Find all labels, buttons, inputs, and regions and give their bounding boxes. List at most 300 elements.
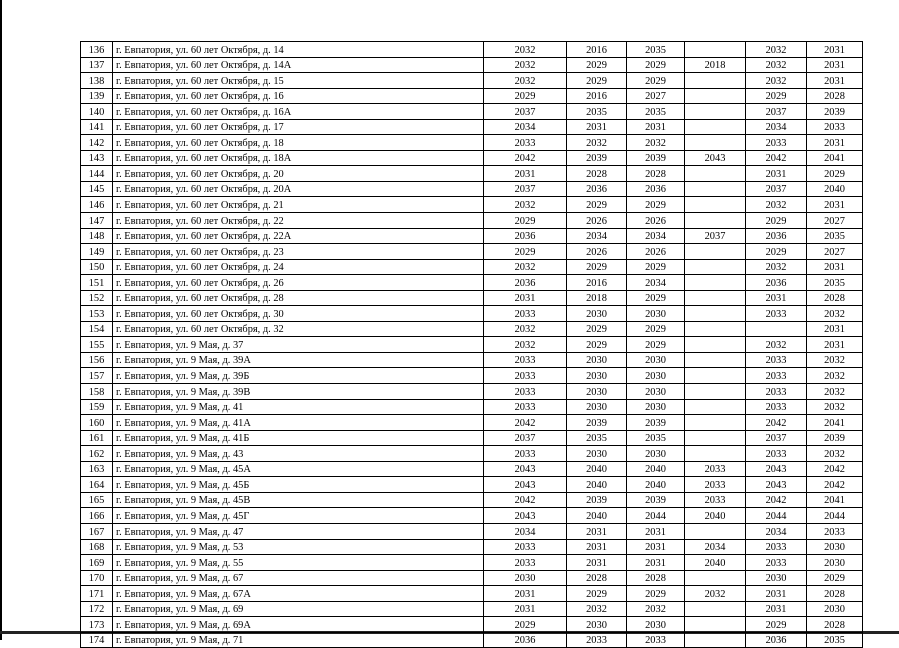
year-cell-5: 2031 <box>746 586 807 602</box>
row-number: 172 <box>81 601 113 617</box>
year-cell-4 <box>685 399 746 415</box>
year-cell-4: 2018 <box>685 57 746 73</box>
year-cell-2: 2029 <box>567 586 627 602</box>
address-cell: г. Евпатория, ул. 9 Мая, д. 39В <box>113 384 484 400</box>
year-cell-1: 2033 <box>484 446 567 462</box>
address-cell: г. Евпатория, ул. 60 лет Октября, д. 14 <box>113 42 484 58</box>
year-cell-2: 2029 <box>567 73 627 89</box>
year-cell-1: 2033 <box>484 539 567 555</box>
year-cell-2: 2030 <box>567 446 627 462</box>
year-cell-6: 2035 <box>807 632 863 648</box>
year-cell-6: 2042 <box>807 477 863 493</box>
table-row <box>81 166 863 182</box>
year-cell-3: 2044 <box>627 508 685 524</box>
year-cell-5: 2029 <box>746 244 807 260</box>
year-cell-5: 2036 <box>746 275 807 291</box>
row-number: 163 <box>81 461 113 477</box>
table-row <box>81 119 863 135</box>
address-cell: г. Евпатория, ул. 60 лет Октября, д. 17 <box>113 119 484 135</box>
year-cell-4 <box>685 275 746 291</box>
year-cell-4 <box>685 290 746 306</box>
address-cell: г. Евпатория, ул. 60 лет Октября, д. 22 <box>113 213 484 229</box>
year-cell-2: 2029 <box>567 57 627 73</box>
year-cell-1: 2031 <box>484 166 567 182</box>
row-number: 167 <box>81 523 113 539</box>
year-cell-1: 2029 <box>484 213 567 229</box>
year-cell-1: 2032 <box>484 57 567 73</box>
year-cell-2: 2030 <box>567 399 627 415</box>
address-cell: г. Евпатория, ул. 9 Мая, д. 67А <box>113 586 484 602</box>
year-cell-2: 2040 <box>567 461 627 477</box>
year-cell-4 <box>685 384 746 400</box>
table-row <box>81 399 863 415</box>
row-number: 169 <box>81 555 113 571</box>
year-cell-5: 2030 <box>746 570 807 586</box>
year-cell-3: 2030 <box>627 399 685 415</box>
year-cell-2: 2030 <box>567 617 627 633</box>
year-cell-2: 2035 <box>567 104 627 120</box>
year-cell-4 <box>685 135 746 151</box>
year-cell-4: 2032 <box>685 586 746 602</box>
year-cell-1: 2043 <box>484 508 567 524</box>
year-cell-2: 2029 <box>567 259 627 275</box>
year-cell-5: 2029 <box>746 88 807 104</box>
schedule-table <box>80 41 863 648</box>
year-cell-2: 2032 <box>567 601 627 617</box>
year-cell-1: 2036 <box>484 228 567 244</box>
year-cell-6: 2028 <box>807 290 863 306</box>
year-cell-4 <box>685 570 746 586</box>
year-cell-1: 2042 <box>484 492 567 508</box>
year-cell-5: 2037 <box>746 181 807 197</box>
table-row <box>81 617 863 633</box>
year-cell-1: 2034 <box>484 523 567 539</box>
row-number: 152 <box>81 290 113 306</box>
year-cell-6: 2031 <box>807 259 863 275</box>
year-cell-4 <box>685 42 746 58</box>
address-cell: г. Евпатория, ул. 9 Мая, д. 39А <box>113 352 484 368</box>
year-cell-4 <box>685 352 746 368</box>
year-cell-2: 2035 <box>567 430 627 446</box>
year-cell-3: 2031 <box>627 523 685 539</box>
year-cell-5: 2031 <box>746 166 807 182</box>
table-row <box>81 601 863 617</box>
year-cell-1: 2029 <box>484 617 567 633</box>
year-cell-2: 2039 <box>567 150 627 166</box>
row-number: 144 <box>81 166 113 182</box>
year-cell-5: 2034 <box>746 523 807 539</box>
year-cell-4 <box>685 368 746 384</box>
year-cell-5: 2032 <box>746 57 807 73</box>
year-cell-1: 2029 <box>484 244 567 260</box>
year-cell-2: 2029 <box>567 337 627 353</box>
year-cell-3: 2039 <box>627 492 685 508</box>
address-cell: г. Евпатория, ул. 60 лет Октября, д. 18А <box>113 150 484 166</box>
address-cell: г. Евпатория, ул. 9 Мая, д. 55 <box>113 555 484 571</box>
address-cell: г. Евпатория, ул. 60 лет Октября, д. 15 <box>113 73 484 89</box>
row-number: 146 <box>81 197 113 213</box>
address-cell: г. Евпатория, ул. 60 лет Октября, д. 20А <box>113 181 484 197</box>
year-cell-2: 2029 <box>567 197 627 213</box>
year-cell-4: 2040 <box>685 555 746 571</box>
address-cell: г. Евпатория, ул. 60 лет Октября, д. 24 <box>113 259 484 275</box>
year-cell-5: 2032 <box>746 42 807 58</box>
year-cell-2: 2039 <box>567 415 627 431</box>
year-cell-1: 2042 <box>484 150 567 166</box>
year-cell-4 <box>685 181 746 197</box>
row-number: 170 <box>81 570 113 586</box>
row-number: 161 <box>81 430 113 446</box>
year-cell-3: 2040 <box>627 477 685 493</box>
year-cell-1: 2032 <box>484 337 567 353</box>
year-cell-4 <box>685 337 746 353</box>
year-cell-2: 2034 <box>567 228 627 244</box>
year-cell-5: 2033 <box>746 306 807 322</box>
year-cell-4 <box>685 73 746 89</box>
year-cell-4 <box>685 321 746 337</box>
year-cell-4 <box>685 244 746 260</box>
row-number: 160 <box>81 415 113 431</box>
year-cell-5: 2033 <box>746 368 807 384</box>
year-cell-6: 2029 <box>807 570 863 586</box>
year-cell-5: 2031 <box>746 290 807 306</box>
address-cell: г. Евпатория, ул. 60 лет Октября, д. 30 <box>113 306 484 322</box>
year-cell-3: 2029 <box>627 337 685 353</box>
address-cell: г. Евпатория, ул. 60 лет Октября, д. 16А <box>113 104 484 120</box>
table-row <box>81 135 863 151</box>
address-cell: г. Евпатория, ул. 9 Мая, д. 37 <box>113 337 484 353</box>
year-cell-3: 2030 <box>627 368 685 384</box>
year-cell-3: 2028 <box>627 166 685 182</box>
year-cell-5: 2033 <box>746 539 807 555</box>
year-cell-5: 2036 <box>746 228 807 244</box>
year-cell-3: 2030 <box>627 617 685 633</box>
year-cell-2: 2016 <box>567 42 627 58</box>
year-cell-2: 2030 <box>567 306 627 322</box>
year-cell-2: 2028 <box>567 166 627 182</box>
address-cell: г. Евпатория, ул. 9 Мая, д. 69 <box>113 601 484 617</box>
year-cell-5: 2033 <box>746 555 807 571</box>
year-cell-2: 2031 <box>567 523 627 539</box>
year-cell-2: 2039 <box>567 492 627 508</box>
year-cell-6: 2031 <box>807 42 863 58</box>
year-cell-4 <box>685 119 746 135</box>
year-cell-6: 2032 <box>807 306 863 322</box>
table-row <box>81 306 863 322</box>
year-cell-3: 2029 <box>627 290 685 306</box>
year-cell-1: 2031 <box>484 290 567 306</box>
year-cell-5: 2037 <box>746 104 807 120</box>
year-cell-1: 2043 <box>484 477 567 493</box>
table-row <box>81 244 863 260</box>
table-row <box>81 337 863 353</box>
year-cell-6: 2039 <box>807 104 863 120</box>
address-cell: г. Евпатория, ул. 9 Мая, д. 39Б <box>113 368 484 384</box>
year-cell-5: 2034 <box>746 119 807 135</box>
year-cell-2: 2032 <box>567 135 627 151</box>
year-cell-6: 2031 <box>807 57 863 73</box>
year-cell-3: 2029 <box>627 73 685 89</box>
table-row <box>81 384 863 400</box>
year-cell-6: 2031 <box>807 73 863 89</box>
year-cell-6: 2044 <box>807 508 863 524</box>
year-cell-2: 2030 <box>567 368 627 384</box>
year-cell-5: 2043 <box>746 477 807 493</box>
row-number: 136 <box>81 42 113 58</box>
year-cell-1: 2033 <box>484 135 567 151</box>
address-cell: г. Евпатория, ул. 9 Мая, д. 41 <box>113 399 484 415</box>
year-cell-4 <box>685 617 746 633</box>
year-cell-1: 2032 <box>484 197 567 213</box>
year-cell-4: 2033 <box>685 477 746 493</box>
table-row <box>81 477 863 493</box>
year-cell-6: 2039 <box>807 430 863 446</box>
year-cell-4 <box>685 166 746 182</box>
year-cell-4 <box>685 430 746 446</box>
row-number: 139 <box>81 88 113 104</box>
row-number: 145 <box>81 181 113 197</box>
year-cell-2: 2026 <box>567 213 627 229</box>
address-cell: г. Евпатория, ул. 9 Мая, д. 71 <box>113 632 484 648</box>
year-cell-6: 2032 <box>807 368 863 384</box>
row-number: 153 <box>81 306 113 322</box>
year-cell-4 <box>685 415 746 431</box>
year-cell-6: 2031 <box>807 337 863 353</box>
year-cell-1: 2042 <box>484 415 567 431</box>
year-cell-3: 2036 <box>627 181 685 197</box>
year-cell-3: 2031 <box>627 539 685 555</box>
address-cell: г. Евпатория, ул. 60 лет Октября, д. 16 <box>113 88 484 104</box>
address-cell: г. Евпатория, ул. 9 Мая, д. 45В <box>113 492 484 508</box>
year-cell-3: 2029 <box>627 586 685 602</box>
year-cell-3: 2028 <box>627 570 685 586</box>
row-number: 174 <box>81 632 113 648</box>
year-cell-4: 2040 <box>685 508 746 524</box>
row-number: 164 <box>81 477 113 493</box>
year-cell-5: 2032 <box>746 337 807 353</box>
year-cell-1: 2037 <box>484 181 567 197</box>
table-row <box>81 523 863 539</box>
year-cell-3: 2039 <box>627 150 685 166</box>
address-cell: г. Евпатория, ул. 60 лет Октября, д. 22А <box>113 228 484 244</box>
address-cell: г. Евпатория, ул. 9 Мая, д. 45Б <box>113 477 484 493</box>
year-cell-3: 2035 <box>627 42 685 58</box>
row-number: 171 <box>81 586 113 602</box>
year-cell-5: 2036 <box>746 632 807 648</box>
table-row <box>81 197 863 213</box>
year-cell-6: 2030 <box>807 539 863 555</box>
year-cell-5: 2032 <box>746 197 807 213</box>
year-cell-4 <box>685 259 746 275</box>
year-cell-5: 2033 <box>746 446 807 462</box>
row-number: 151 <box>81 275 113 291</box>
year-cell-1: 2032 <box>484 321 567 337</box>
address-cell: г. Евпатория, ул. 9 Мая, д. 67 <box>113 570 484 586</box>
row-number: 137 <box>81 57 113 73</box>
year-cell-4 <box>685 88 746 104</box>
table-row <box>81 57 863 73</box>
row-number: 173 <box>81 617 113 633</box>
year-cell-2: 2030 <box>567 384 627 400</box>
year-cell-3: 2030 <box>627 306 685 322</box>
year-cell-3: 2031 <box>627 119 685 135</box>
year-cell-1: 2031 <box>484 586 567 602</box>
table-row <box>81 73 863 89</box>
year-cell-2: 2016 <box>567 88 627 104</box>
year-cell-5: 2029 <box>746 617 807 633</box>
year-cell-3: 2029 <box>627 321 685 337</box>
address-cell: г. Евпатория, ул. 60 лет Октября, д. 18 <box>113 135 484 151</box>
address-cell: г. Евпатория, ул. 60 лет Октября, д. 23 <box>113 244 484 260</box>
year-cell-3: 2039 <box>627 415 685 431</box>
address-cell: г. Евпатория, ул. 9 Мая, д. 47 <box>113 523 484 539</box>
address-cell: г. Евпатория, ул. 9 Мая, д. 69А <box>113 617 484 633</box>
row-number: 148 <box>81 228 113 244</box>
year-cell-4: 2033 <box>685 461 746 477</box>
year-cell-4 <box>685 306 746 322</box>
year-cell-6: 2032 <box>807 446 863 462</box>
address-cell: г. Евпатория, ул. 60 лет Октября, д. 32 <box>113 321 484 337</box>
table-row <box>81 321 863 337</box>
table-row <box>81 461 863 477</box>
year-cell-6: 2032 <box>807 384 863 400</box>
year-cell-3: 2034 <box>627 275 685 291</box>
address-cell: г. Евпатория, ул. 9 Мая, д. 41А <box>113 415 484 431</box>
year-cell-5: 2042 <box>746 415 807 431</box>
year-cell-3: 2031 <box>627 555 685 571</box>
year-cell-3: 2029 <box>627 57 685 73</box>
row-number: 156 <box>81 352 113 368</box>
year-cell-6: 2035 <box>807 275 863 291</box>
year-cell-5: 2037 <box>746 430 807 446</box>
row-number: 165 <box>81 492 113 508</box>
row-number: 143 <box>81 150 113 166</box>
year-cell-4 <box>685 446 746 462</box>
table-row <box>81 290 863 306</box>
year-cell-4: 2034 <box>685 539 746 555</box>
table-row <box>81 555 863 571</box>
year-cell-5: 2043 <box>746 461 807 477</box>
row-number: 150 <box>81 259 113 275</box>
year-cell-4 <box>685 523 746 539</box>
year-cell-1: 2033 <box>484 555 567 571</box>
table-row <box>81 275 863 291</box>
table-row <box>81 415 863 431</box>
table-row <box>81 259 863 275</box>
table-row <box>81 508 863 524</box>
year-cell-6: 2031 <box>807 135 863 151</box>
year-cell-1: 2033 <box>484 306 567 322</box>
year-cell-6: 2031 <box>807 197 863 213</box>
row-number: 140 <box>81 104 113 120</box>
year-cell-4: 2037 <box>685 228 746 244</box>
table-row <box>81 570 863 586</box>
year-cell-6: 2029 <box>807 166 863 182</box>
year-cell-1: 2030 <box>484 570 567 586</box>
table-row <box>81 104 863 120</box>
year-cell-2: 2033 <box>567 632 627 648</box>
address-cell: г. Евпатория, ул. 9 Мая, д. 45А <box>113 461 484 477</box>
year-cell-1: 2032 <box>484 259 567 275</box>
table-row <box>81 632 863 648</box>
year-cell-5: 2044 <box>746 508 807 524</box>
year-cell-1: 2036 <box>484 275 567 291</box>
table-row <box>81 42 863 58</box>
year-cell-5: 2033 <box>746 135 807 151</box>
year-cell-6: 2030 <box>807 601 863 617</box>
row-number: 141 <box>81 119 113 135</box>
address-cell: г. Евпатория, ул. 9 Мая, д. 53 <box>113 539 484 555</box>
row-number: 154 <box>81 321 113 337</box>
row-number: 159 <box>81 399 113 415</box>
row-number: 157 <box>81 368 113 384</box>
year-cell-5: 2032 <box>746 73 807 89</box>
table-row <box>81 213 863 229</box>
row-number: 138 <box>81 73 113 89</box>
year-cell-3: 2032 <box>627 601 685 617</box>
year-cell-1: 2034 <box>484 119 567 135</box>
table-row <box>81 492 863 508</box>
row-number: 162 <box>81 446 113 462</box>
year-cell-4 <box>685 213 746 229</box>
year-cell-1: 2033 <box>484 384 567 400</box>
year-cell-3: 2026 <box>627 244 685 260</box>
year-cell-3: 2027 <box>627 88 685 104</box>
year-cell-6: 2041 <box>807 415 863 431</box>
year-cell-2: 2031 <box>567 539 627 555</box>
year-cell-3: 2030 <box>627 384 685 400</box>
row-number: 142 <box>81 135 113 151</box>
year-cell-3: 2035 <box>627 104 685 120</box>
year-cell-2: 2028 <box>567 570 627 586</box>
year-cell-4 <box>685 632 746 648</box>
year-cell-1: 2033 <box>484 399 567 415</box>
year-cell-1: 2033 <box>484 352 567 368</box>
year-cell-6: 2033 <box>807 119 863 135</box>
year-cell-4: 2033 <box>685 492 746 508</box>
scan-edge-left <box>0 0 2 640</box>
year-cell-4 <box>685 601 746 617</box>
table-row <box>81 368 863 384</box>
table-row <box>81 181 863 197</box>
year-cell-3: 2040 <box>627 461 685 477</box>
year-cell-5: 2029 <box>746 213 807 229</box>
year-cell-5: 2033 <box>746 399 807 415</box>
table-row <box>81 352 863 368</box>
year-cell-2: 2040 <box>567 477 627 493</box>
table-row <box>81 586 863 602</box>
year-cell-5 <box>746 321 807 337</box>
year-cell-4: 2043 <box>685 150 746 166</box>
address-cell: г. Евпатория, ул. 60 лет Октября, д. 14А <box>113 57 484 73</box>
address-cell: г. Евпатория, ул. 60 лет Октября, д. 26 <box>113 275 484 291</box>
year-cell-6: 2027 <box>807 244 863 260</box>
year-cell-2: 2036 <box>567 181 627 197</box>
year-cell-2: 2016 <box>567 275 627 291</box>
year-cell-6: 2028 <box>807 617 863 633</box>
year-cell-6: 2032 <box>807 352 863 368</box>
table-row <box>81 88 863 104</box>
year-cell-3: 2032 <box>627 135 685 151</box>
year-cell-3: 2030 <box>627 352 685 368</box>
year-cell-6: 2032 <box>807 399 863 415</box>
year-cell-1: 2032 <box>484 73 567 89</box>
year-cell-1: 2032 <box>484 42 567 58</box>
year-cell-2: 2029 <box>567 321 627 337</box>
year-cell-2: 2030 <box>567 352 627 368</box>
year-cell-5: 2033 <box>746 384 807 400</box>
address-cell: г. Евпатория, ул. 60 лет Октября, д. 20 <box>113 166 484 182</box>
